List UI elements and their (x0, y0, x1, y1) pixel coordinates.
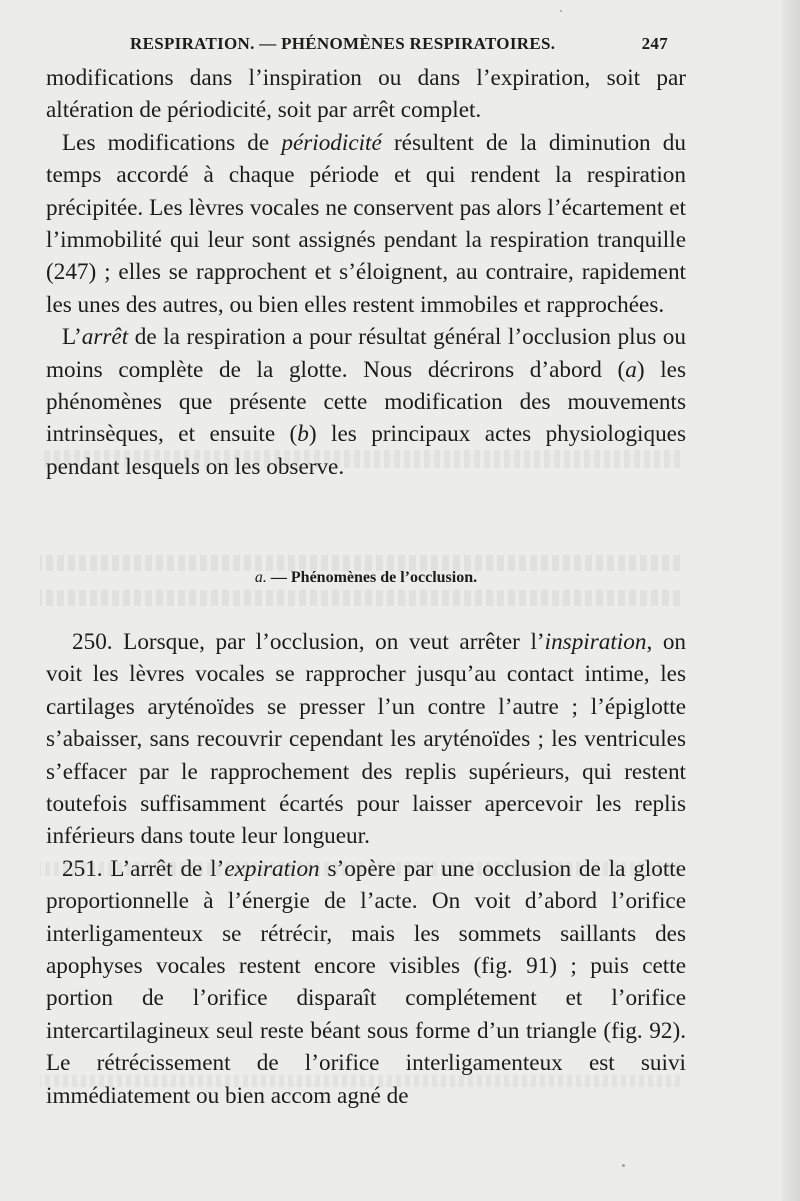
paragraph-text: ) les principaux actes physiologiques pendant lesquels on les observe. (46, 421, 686, 480)
paragraph-text: modifications dans l’inspiration ou dans l’expiration, soit par altération de périodicité, soit par arrêt complet. (46, 65, 686, 124)
paragraph (46, 853, 686, 1112)
italic-term: arrêt (81, 324, 129, 351)
bleed-through-line (40, 590, 680, 606)
italic-term: b (297, 421, 309, 448)
running-header (130, 34, 668, 58)
paragraph-text: de la respiration a pour résultat général l’occlusion plus ou moins complète de la glotte. Nous décrirons d’abord ( (46, 324, 686, 383)
paragraph-text: s’opère par une occlusion de la glotte proportionnelle à l’énergie de l’acte. On voit d’abord l’orifice interligamenteux se rétrécir, mais les sommets saillants des apophyses vocales restent encore visibles (fig. 91) ; puis cette portion de l’orifice disparaît complétement et l’orifice intercartilagineux seul reste béant sous forme d’un triangle (fig. 92). Le rétrécissement de l’orifice interligamenteux est suivi immédiatement ou bien accom agné de (46, 855, 686, 1109)
paragraph (46, 321, 686, 483)
ink-speck (560, 10, 562, 12)
italic-term: a (625, 356, 637, 383)
text-block-bottom (46, 626, 686, 1112)
ink-speck (622, 1164, 625, 1167)
paragraph-text: , on voit les lèvres vocales se rapprocher jusqu’au contact intime, les cartilages aryténoïdes se presser l’un contre l’autre ; l’épiglotte s’abaisser, sans recouvrir cependant les aryténoïdes ; les ventricules s’effacer par le rapprochement des replis supérieurs, qui restent toutefois suffisamment écartés pour laisser apercevoir les replis inférieurs dans toute leur longueur. (46, 629, 687, 850)
paragraph-text: résultent de la diminution du temps accordé à chaque période et qui rendent la respiration précipitée. Les lèvres vocales ne conservent pas alors l’écartement et l’immobilité qui leur sont assignés pendant la respiration tranquille (247) ; elles se rapprochent et s’éloignent, au contraire, rapidement les unes des autres, ou bien elles restent immobiles et rapprochées. (46, 129, 686, 318)
paragraph-text: 251. L’arrêt de l’ (62, 855, 225, 882)
page-number: 247 (641, 34, 668, 53)
paragraph-text: 250. Lorsque, par l’occlusion, on veut arrêter l’ (72, 629, 545, 655)
subheading-letter: a. (254, 569, 267, 586)
italic-term: expiration (224, 855, 320, 882)
subheading-text: — Phénomènes de l’occlusion. (266, 569, 478, 586)
running-header-title: RESPIRATION. — PHÉNOMÈNES RESPIRATOIRES. (130, 34, 556, 53)
paragraph (46, 127, 686, 321)
italic-term: inspiration (544, 629, 647, 655)
paragraph-text: Les modifications de (62, 129, 282, 156)
paragraph (46, 62, 686, 127)
text-block-top (46, 62, 686, 483)
paragraph-text: L’ (62, 324, 82, 351)
paragraph (46, 626, 686, 853)
italic-term: périodicité (281, 129, 382, 156)
paragraph-text: ) les phénomènes que présente cette modification des mouvements intrinsèques, et ensuite ( (46, 356, 686, 448)
section-subheading (46, 569, 686, 587)
